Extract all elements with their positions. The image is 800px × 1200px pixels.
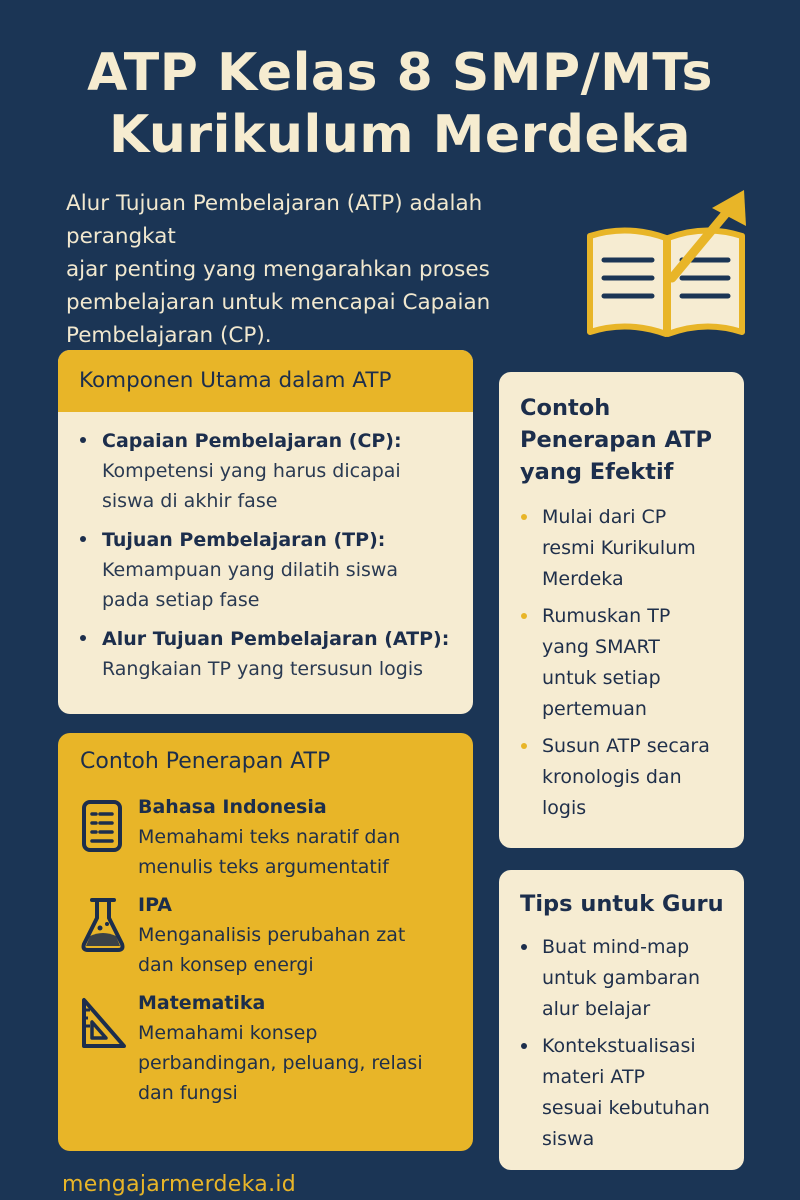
subject-item — [80, 988, 473, 1108]
list-item — [520, 731, 730, 824]
subject-desc: menulis teks argumentatif — [138, 856, 389, 878]
list-item-line: untuk gambaran — [542, 967, 701, 989]
efektif-list — [520, 502, 730, 824]
subject-name: Matematika — [138, 992, 266, 1014]
list-item — [80, 525, 457, 615]
subject-desc: perbandingan, peluang, relasi — [138, 1052, 423, 1074]
subject-desc: Memahami konsep — [138, 1022, 318, 1044]
list-item — [80, 426, 457, 516]
list-item — [520, 601, 730, 725]
website-footer-link[interactable]: mengajarmerdeka.id — [62, 1172, 297, 1197]
komponen-desc: siswa di akhir fase — [102, 490, 278, 512]
page-title — [0, 42, 800, 166]
komponen-term: Capaian Pembelajaran (CP): — [102, 430, 402, 452]
komponen-term: Alur Tujuan Pembelajaran (ATP): — [102, 628, 450, 650]
list-item — [520, 502, 730, 595]
efektif-heading-line: yang Efektif — [520, 459, 674, 485]
list-item-line: yang SMART — [542, 636, 660, 658]
subject-desc: Menganalisis perubahan zat — [138, 924, 406, 946]
contoh-heading: Contoh Penerapan ATP — [80, 749, 331, 774]
efektif-heading — [520, 392, 730, 488]
list-item-line: alur belajar — [542, 998, 651, 1020]
set-square-icon — [80, 992, 126, 1052]
komponen-desc: Rangkaian TP yang tersusun logis — [102, 658, 424, 680]
intro-line: Alur Tujuan Pembelajaran (ATP) adalah perangkat — [66, 191, 483, 249]
list-item-line: Buat mind-map — [542, 936, 690, 958]
list-item-line: Kontekstualisasi — [542, 1035, 696, 1057]
contoh-penerapan-card — [58, 733, 473, 1151]
efektif-card — [499, 372, 744, 848]
list-item — [80, 624, 457, 684]
tips-heading: Tips untuk Guru — [520, 891, 724, 917]
efektif-heading-line: Contoh — [520, 395, 611, 421]
list-item-line: materi ATP — [542, 1066, 646, 1088]
tips-card — [499, 870, 744, 1170]
list-item-line: untuk setiap — [542, 667, 661, 689]
list-item — [520, 932, 730, 1025]
subject-name: IPA — [138, 894, 172, 916]
komponen-desc: Kemampuan yang dilatih siswa — [102, 559, 399, 581]
list-item-line: kronologis dan — [542, 766, 682, 788]
komponen-term: Tujuan Pembelajaran (TP): — [102, 529, 386, 551]
intro-line: Pembelajaran (CP). — [66, 323, 272, 348]
intro-line: pembelajaran untuk mencapai Capaian — [66, 290, 491, 315]
subject-desc: dan fungsi — [138, 1082, 238, 1104]
subject-item — [80, 890, 473, 980]
list-item-line: siswa — [542, 1128, 595, 1150]
komponen-card — [58, 350, 473, 714]
komponen-heading: Komponen Utama dalam ATP — [58, 350, 473, 412]
document-icon — [80, 796, 126, 856]
subject-desc: dan konsep energi — [138, 954, 314, 976]
intro-line: ajar penting yang mengarahkan proses — [66, 257, 490, 282]
komponen-desc: pada setiap fase — [102, 589, 260, 611]
list-item — [520, 1031, 730, 1155]
efektif-heading-line: Penerapan ATP — [520, 427, 712, 453]
list-item-line: Mulai dari CP — [542, 506, 667, 528]
list-item-line: logis — [542, 797, 587, 819]
open-book-growth-icon — [582, 186, 752, 341]
subject-item — [80, 792, 473, 882]
list-item-line: Merdeka — [542, 568, 624, 590]
subject-desc: Memahami teks naratif dan — [138, 826, 401, 848]
list-item-line: resmi Kurikulum — [542, 537, 696, 559]
title-line-2: Kurikulum Merdeka — [109, 105, 691, 165]
intro-paragraph — [66, 187, 596, 352]
title-line-1: ATP Kelas 8 SMP/MTs — [87, 43, 713, 103]
list-item-line: Susun ATP secara — [542, 735, 710, 757]
komponen-desc: Kompetensi yang harus dicapai — [102, 460, 401, 482]
flask-icon — [80, 894, 126, 954]
subject-name: Bahasa Indonesia — [138, 796, 327, 818]
list-item-line: Rumuskan TP — [542, 605, 671, 627]
komponen-list — [58, 412, 473, 684]
list-item-line: sesuai kebutuhan — [542, 1097, 710, 1119]
tips-list — [520, 932, 730, 1155]
list-item-line: pertemuan — [542, 698, 647, 720]
